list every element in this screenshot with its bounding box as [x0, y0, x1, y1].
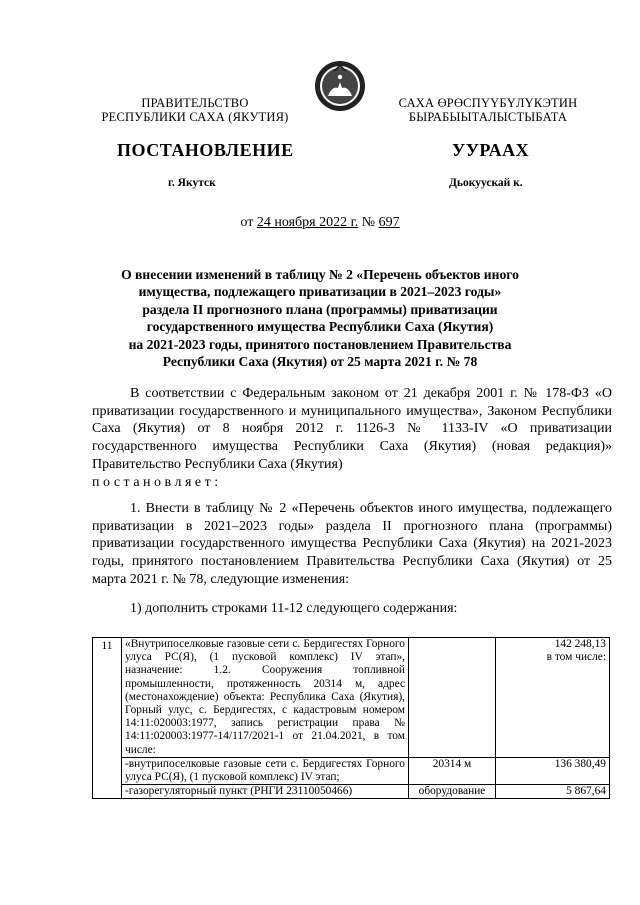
table-row	[93, 757, 610, 784]
preamble-paragraph: В соответствии с Федеральным законом от 21 декабря 2001 г. № 178-ФЗ «О приватизации государственного и муниципального имущества», Законом Республики Саха (Якутия) от 8 ноября 2012 г. 1126-З № 1133-IV «О приватизации государственного имущества Республики Саха (Якутия) (новая редакция)» Правительство Республики Саха (Якутия) постановляет:	[92, 386, 612, 490]
object-description: «Внутрипоселковые газовые сети с. Бердигестях Горного улуса РС(Я), (1 пусковой комплекс) IV этап», назначение: 1.2. Сооружения топливной промышленности, протяженность 20314 м, адрес (местонахождение) объекта: Республика Саха (Якутия), Горный улус, с. Бердигестях, с кадастровым номером 14:11:020003:1977, запись регистрации права № 14:11:020003:1977-14/117/2021-1 от 21.04.2021, в том числе:	[122, 638, 409, 758]
clause-1-paragraph: 1. Внести в таблицу № 2 «Перечень объектов иного имущества, подлежащего приватизации в 2021–2023 годы» раздела II прогнозного плана (программы) приватизации государственного имущества Республики Саха (Якутия) на 2021-2023 годы, принятого постановлением Правительства Республики Саха (Якутия) от 25 марта 2021 г. № 78, следующие изменения:	[92, 501, 612, 587]
sub-object-description: -газорегуляторный пункт (РНГИ 23110050466)	[122, 785, 409, 799]
doc-type-yakut: УУРААХ	[452, 140, 530, 160]
sub-object-description: -внутрипоселковые газовые сети с. Бердигестях Горного улуса РС(Я), (1 пусковой комплекс) IV этап;	[122, 757, 409, 784]
table-row	[93, 785, 610, 799]
document-date: 24 ноября 2022 г.	[256, 215, 359, 230]
sub-object-value: 5 867,64	[496, 785, 610, 799]
city-russian: г. Якутск	[168, 177, 216, 189]
sub-object-unit: оборудование	[409, 785, 496, 799]
object-unit	[409, 638, 496, 758]
row-number: 11	[93, 638, 122, 799]
document-title: О внесении изменений в таблицу № 2 «Перечень объектов иного имущества, подлежащего приватизации в 2021–2023 годы» раздела II прогнозного плана (программы) приватизации государственного имущества Республики Саха (Якутия) на 2021-2023 годы, принятого постановлением Правительства Республики Саха (Якутия) от 25 марта 2021 г. № 78	[121, 267, 519, 370]
privatization-table	[92, 637, 610, 799]
table-row	[93, 638, 610, 758]
city-yakut: Дьокуускай к.	[449, 177, 523, 189]
republic-emblem-icon	[314, 60, 366, 112]
sub-object-value: 136 380,49	[496, 757, 610, 784]
subclause-1-paragraph: 1) дополнить строками 11-12 следующего содержания:	[130, 601, 458, 616]
resolves-word: постановляет:	[92, 474, 222, 490]
doc-type-russian: ПОСТАНОВЛЕНИЕ	[117, 140, 294, 160]
date-number-line: от 24 ноября 2022 г. № 697	[240, 215, 400, 230]
document-number: 697	[378, 215, 400, 230]
government-name-yakut: САХА ӨРӨСПҮҮБҮЛҮКЭТИН БЫРАБЫЫТАЛЫСТЫБАТА	[398, 96, 578, 124]
government-name-russian: ПРАВИТЕЛЬСТВО РЕСПУБЛИКИ САХА (ЯКУТИЯ)	[101, 96, 289, 124]
object-value: 142 248,13 в том числе:	[496, 638, 610, 758]
sub-object-unit: 20314 м	[409, 757, 496, 784]
